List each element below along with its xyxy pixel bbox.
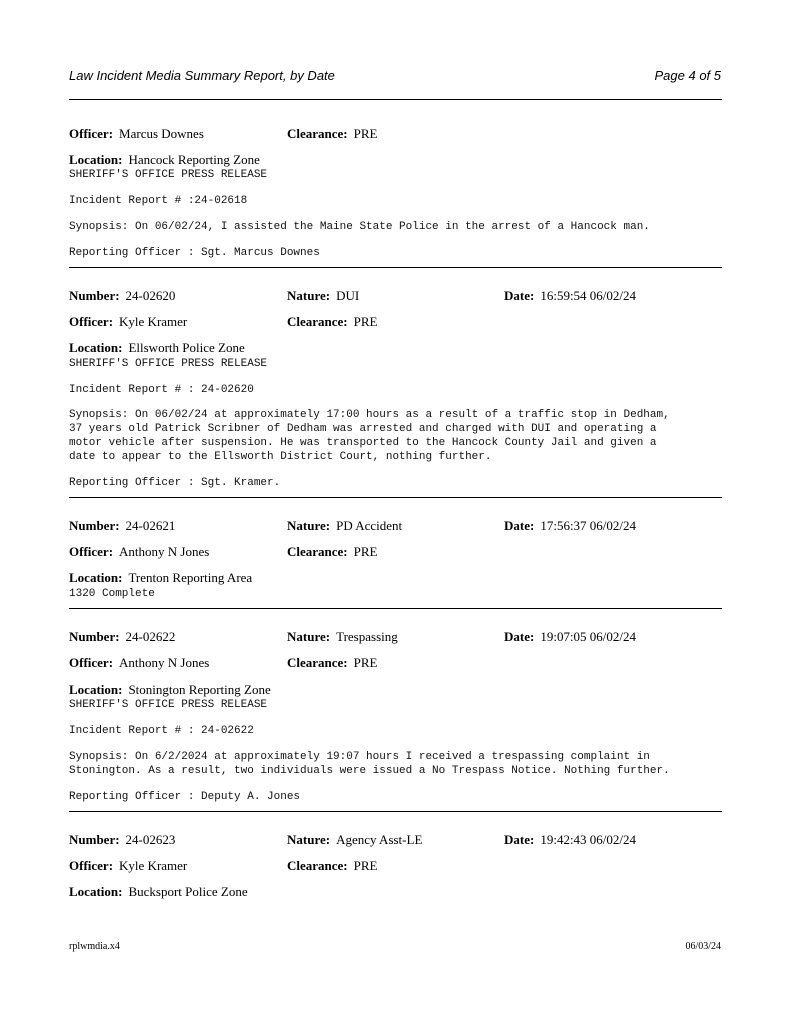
record-clearance: Clearance: PRE [287, 126, 378, 141]
record-nature: Nature: DUI [287, 288, 360, 303]
record-location: Location: Hancock Reporting Zone [69, 152, 260, 167]
record-number: Number: 24-02620 [69, 288, 176, 303]
synopsis-text: Synopsis: On 06/02/24, I assisted the Maine State Police in the arrest of a Hancock man. [69, 221, 650, 233]
report-title: Law Incident Media Summary Report, by Date [69, 68, 335, 83]
page-indicator: Page 4 of 5 [654, 68, 721, 83]
press-release-line: SHERIFF'S OFFICE PRESS RELEASE [69, 169, 268, 181]
record-officer: Officer: Marcus Downes [69, 126, 204, 141]
record-divider [69, 497, 722, 498]
record-officer: Officer: Kyle Kramer [69, 858, 188, 873]
reporting-officer: Reporting Officer : Deputy A. Jones [69, 791, 301, 803]
incident-report-number: Incident Report # : 24-02620 [69, 384, 254, 396]
record-officer: Officer: Kyle Kramer [69, 314, 188, 329]
press-release-line: SHERIFF'S OFFICE PRESS RELEASE [69, 699, 268, 711]
record-location: Location: Bucksport Police Zone [69, 884, 248, 899]
record-clearance: Clearance: PRE [287, 544, 378, 559]
reporting-officer: Reporting Officer : Sgt. Marcus Downes [69, 247, 320, 259]
record-location: Location: Trenton Reporting Area [69, 570, 253, 585]
record-date: Date: 19:42:43 06/02/24 [504, 832, 637, 847]
record-location: Location: Stonington Reporting Zone [69, 682, 271, 697]
record-nature: Nature: Agency Asst-LE [287, 832, 423, 847]
record-nature: Nature: PD Accident [287, 518, 403, 533]
footer-print-date: 06/03/24 [685, 941, 721, 952]
record-clearance: Clearance: PRE [287, 858, 378, 873]
record-clearance: Clearance: PRE [287, 314, 378, 329]
synopsis-text: Synopsis: On 06/02/24 at approximately 17:00 hours as a result of a traffic stop in Dedham, 37 years old Patrick Scribner of Dedham was arrested and charged with DUI and operating a motor vehicle after suspension. He was transported to the Hancock County Jail and given a date to appear to the Ellsworth District Court, nothing further. [69, 409, 670, 463]
record-officer: Officer: Anthony N Jones [69, 544, 210, 559]
record-number: Number: 24-02621 [69, 518, 176, 533]
synopsis-text: Synopsis: On 6/2/2024 at approximately 19:07 hours I received a trespassing complaint in Stonington. As a result, two individuals were issued a No Trespass Notice. Nothing further. [69, 751, 670, 777]
reporting-officer: Reporting Officer : Sgt. Kramer. [69, 477, 281, 489]
incident-report-number: Incident Report # :24-02618 [69, 195, 248, 207]
record-number: Number: 24-02623 [69, 832, 176, 847]
record-date: Date: 16:59:54 06/02/24 [504, 288, 637, 303]
record-divider [69, 267, 722, 268]
disposition-line: 1320 Complete [69, 588, 155, 600]
record-date: Date: 19:07:05 06/02/24 [504, 629, 637, 644]
header-divider [69, 99, 722, 100]
record-location: Location: Ellsworth Police Zone [69, 340, 245, 355]
record-divider [69, 608, 722, 609]
record-divider [69, 811, 722, 812]
record-officer: Officer: Anthony N Jones [69, 655, 210, 670]
record-number: Number: 24-02622 [69, 629, 176, 644]
press-release-line: SHERIFF'S OFFICE PRESS RELEASE [69, 358, 268, 370]
incident-report-number: Incident Report # : 24-02622 [69, 725, 254, 737]
footer-report-code: rplwmdia.x4 [69, 941, 120, 952]
record-nature: Nature: Trespassing [287, 629, 398, 644]
record-date: Date: 17:56:37 06/02/24 [504, 518, 637, 533]
record-clearance: Clearance: PRE [287, 655, 378, 670]
